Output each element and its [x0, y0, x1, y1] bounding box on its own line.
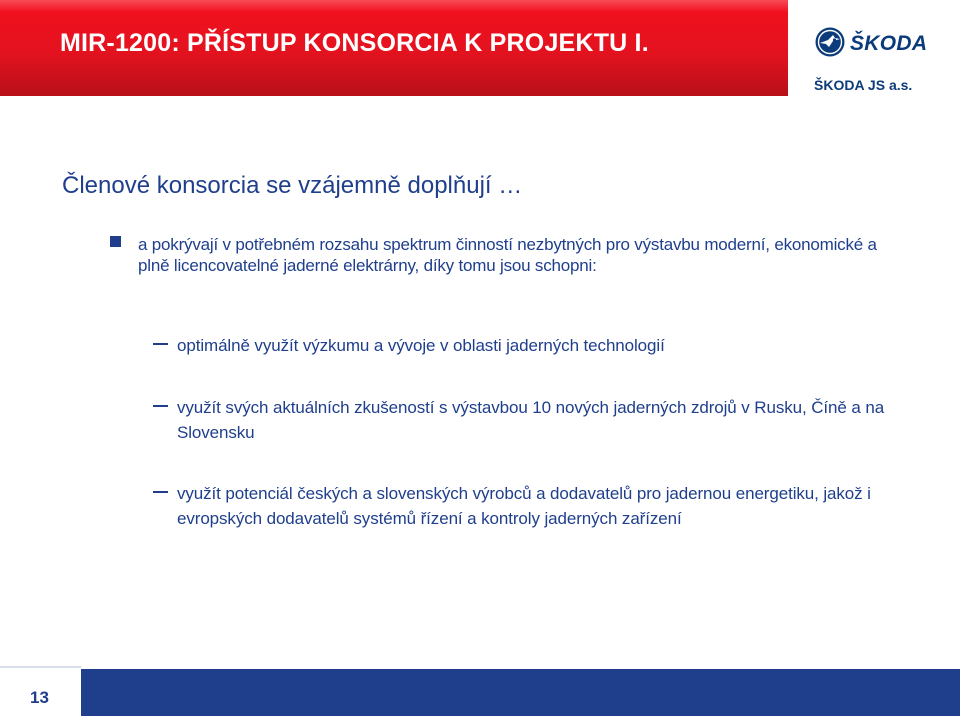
footer-divider [0, 666, 81, 668]
list-item: využít potenciál českých a slovenských výrobců a dodavatelů pro jadernou energetiku, jakož i evropských dodavatelů systémů řízení a kontroly jaderných zařízení [177, 484, 871, 528]
company-name: ŠKODA JS a.s. [814, 77, 913, 93]
bullet-text: a pokrývají v potřebném rozsahu spektrum činností nezbytných pro výstavbu moderní, ekonomické a plně licencovatelné jaderné elektrárny, díky tomu jsou schopni: [138, 235, 877, 275]
dash-icon [153, 343, 168, 345]
square-bullet-icon [110, 236, 121, 247]
dash-icon [153, 491, 168, 493]
page-number: 13 [30, 688, 49, 707]
skoda-logo [810, 26, 950, 96]
skoda-winged-arrow-icon [814, 26, 846, 58]
dash-icon [153, 405, 168, 407]
section-heading: Členové konsorcia se vzájemně doplňují … [62, 172, 523, 199]
header-bar [0, 0, 788, 96]
page-title: MIR-1200: PŘÍSTUP KONSORCIA K PROJEKTU I. [60, 29, 649, 57]
header-gloss [0, 0, 788, 12]
footer-bar [81, 669, 960, 716]
list-item: optimálně využít výzkumu a vývoje v oblasti jaderných technologií [177, 336, 665, 355]
list-item: využít svých aktuálních zkušeností s výstavbou 10 nových jaderných zdrojů v Rusku, Číně a na Slovensku [177, 398, 885, 442]
logo-wordmark: ŠKODA [850, 32, 928, 55]
